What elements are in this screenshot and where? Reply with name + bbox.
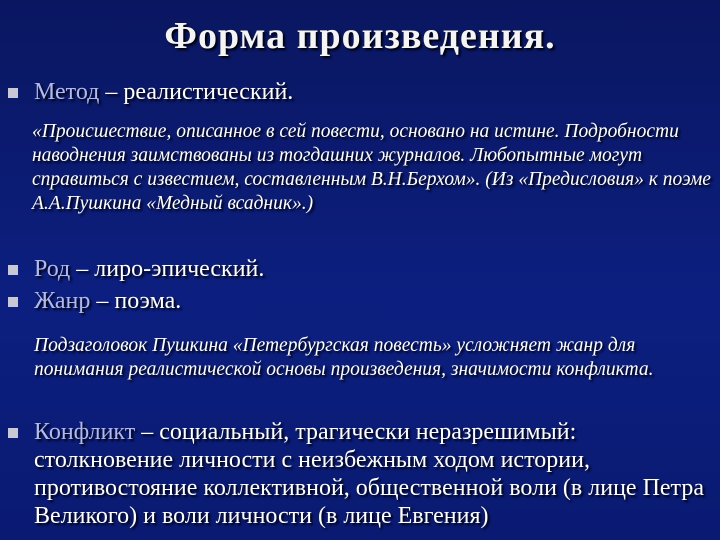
- square-bullet-icon: [8, 428, 18, 438]
- item-text: [34, 255, 712, 283]
- item-description: – реалистический.: [99, 79, 294, 105]
- item-description: – поэма.: [90, 288, 182, 314]
- subtitle-note: Подзаголовок Пушкина «Петербургская повесть» усложняет жанр для понимания реалистической основы произведения, значимости конфликта.: [34, 335, 654, 380]
- item-term: Род: [34, 256, 71, 282]
- square-bullet-icon: [8, 297, 18, 307]
- item-text: [34, 418, 712, 530]
- preface-quote: «Происшествие, описанное в сей повести, основано на истине. Подробности наводнения заимствованы из тогдашних журналов. Любопытные могут справиться с известием, составленным В.Н.Берхом». (Из «Предисловия» к поэме А.А.Пушкина «Медный всадник».): [32, 121, 711, 214]
- item-description: – социальный, трагически неразрешимый: столкновение личности с неизбежным ходом истории, противостояние коллективной, общественной воли (в лице Петра Великого) и воли личности (в лице Евгения): [34, 419, 704, 529]
- item-text: [34, 287, 712, 315]
- slide-title: Форма произведения.: [164, 15, 556, 57]
- item-description: – лиро-эпический.: [70, 256, 265, 282]
- square-bullet-icon: [8, 88, 18, 98]
- item-term: Конфликт: [34, 419, 136, 445]
- square-bullet-icon: [8, 265, 18, 275]
- item-term: Жанр: [34, 288, 91, 314]
- item-term: Метод: [34, 79, 100, 105]
- item-text: [34, 78, 712, 106]
